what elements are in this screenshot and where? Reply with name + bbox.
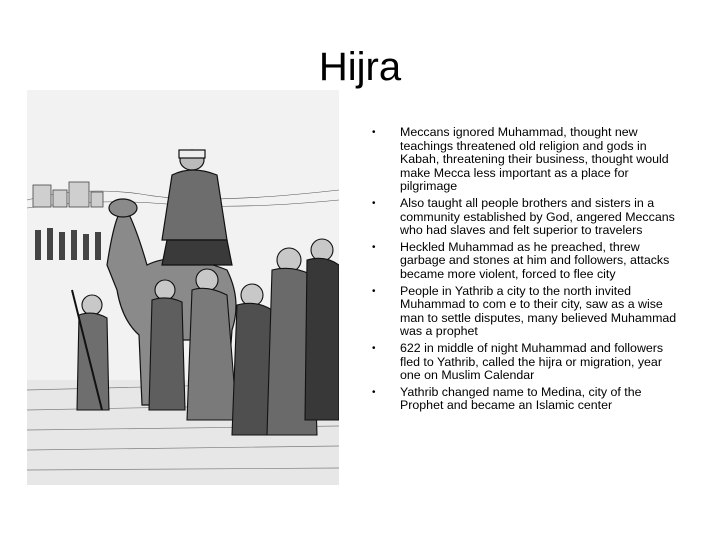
bullet-item bbox=[366, 241, 686, 282]
bullet-list bbox=[366, 126, 686, 416]
bullet-text: Also taught all people brothers and sisters in a community established by God, angered Meccans who had slaves and felt superior to travelers bbox=[400, 195, 675, 238]
bullet-item bbox=[366, 197, 686, 238]
bullet-text: Heckled Muhammad as he preached, threw garbage and stones at him and followers, attacks became more violent, forced to flee city bbox=[400, 239, 670, 281]
bullet-marker: • bbox=[372, 386, 376, 398]
bullet-item bbox=[366, 126, 686, 194]
bullet-item bbox=[366, 285, 686, 339]
bullet-text: 622 in middle of night Muhammad and followers fled to Yathrib, called the hijra or migration, year one on Muslim Calendar bbox=[400, 340, 664, 383]
engraving-illustration bbox=[27, 90, 339, 485]
bullet-marker: • bbox=[372, 241, 376, 253]
bullet-text: Meccans ignored Muhammad, thought new teachings threatened old religion and gods in Kabah, threatening their business, thought would make Mecca less important as a place for pilgrimage bbox=[400, 125, 669, 194]
bullet-text: Yathrib changed name to Medina, city of the Prophet and became an Islamic center bbox=[400, 384, 642, 413]
bullet-marker: • bbox=[372, 127, 376, 138]
bullet-marker: • bbox=[372, 342, 376, 354]
bullet-text: People in Yathrib a city to the north invited Muhammad to com e to their city, saw as a wise man to settle disputes, many believed Muhammad was a prophet bbox=[400, 283, 677, 339]
slide-title: Hijra bbox=[318, 45, 402, 89]
bullet-item bbox=[366, 386, 686, 413]
bullet-marker: • bbox=[372, 285, 376, 297]
bullet-marker: • bbox=[372, 197, 376, 209]
bullet-item bbox=[366, 342, 686, 383]
